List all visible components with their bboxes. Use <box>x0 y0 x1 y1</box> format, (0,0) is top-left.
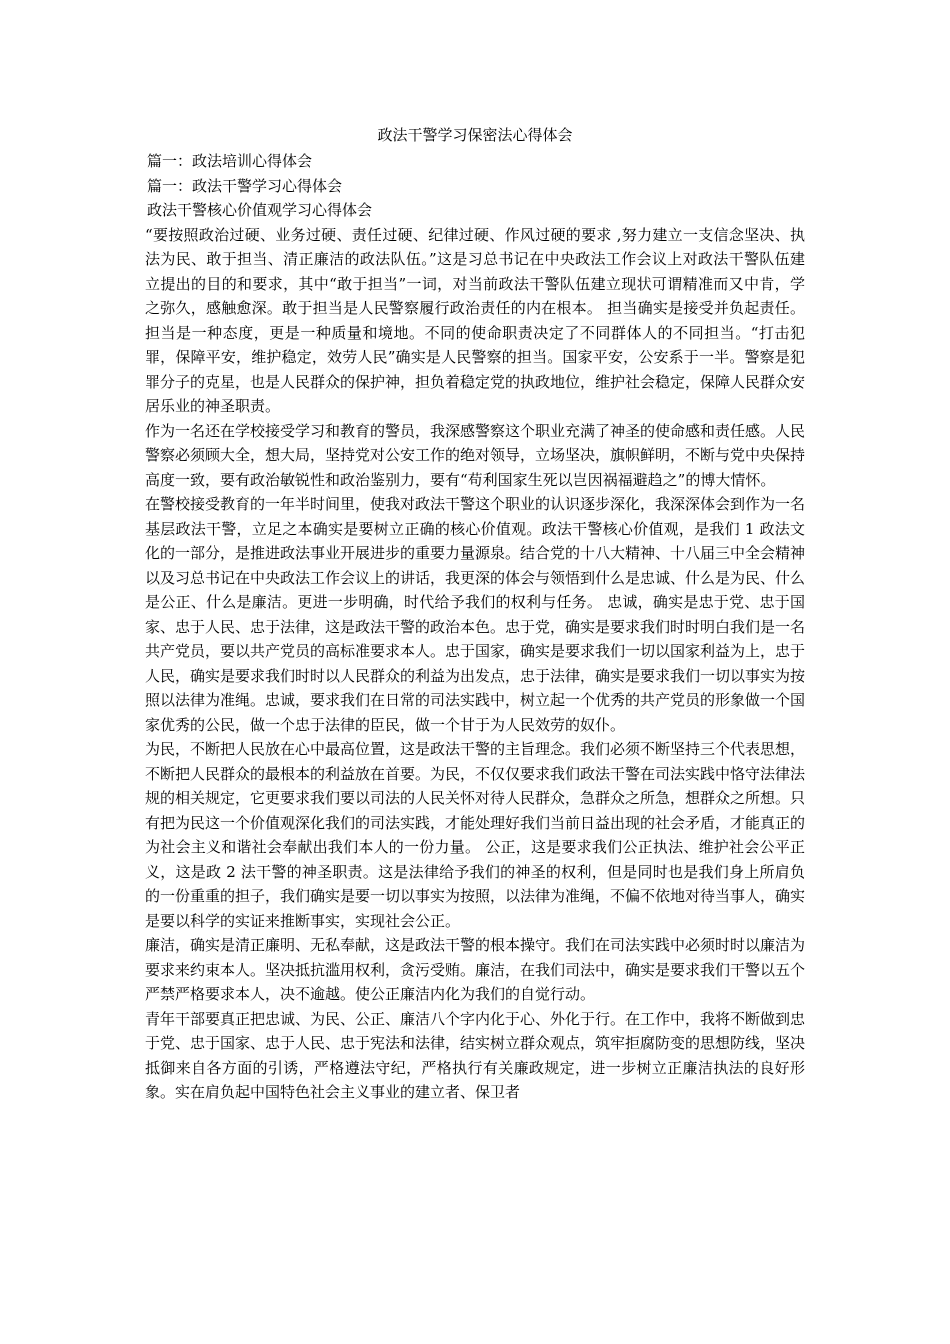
body-paragraph-6: 青年干部要真正把忠诚、为民、公正、廉洁八个字内化于心、外化于行。在工作中，我将不断做到忠于党、忠于国家、忠于人民、忠于宪法和法律，结实树立群众观点，筑牢拒腐防变的思想防线，坚决抵御来自各方面的引诱，严格遵法守纪，严格执行有关廉政规定，进一步树立正廉洁执法的良好形象。实在肩负起中国特色社会主义事业的建立者、保卫者 <box>145 1009 806 1101</box>
document-title: 政法干警学习保密法心得体会 <box>377 126 573 144</box>
body-paragraph-1: “要按照政治过硬、业务过硬、责任过硬、纪律过硬、作风过硬的要求 ,努力建立一支信念坚决、执法为民、敢于担当、清正廉洁的政法队伍。”这是习总书记在中央政法工作会议上对政法干警队伍建立提出的目的和要求，其中“敢于担当”一词，对当前政法干警队伍建立现状可谓精准而又中肯，学之弥久，感触愈深。敢于担当是人民警察履行政治责任的内在根本。 担当确实是接受并负起责任。担当是一种态度，更是一种质量和境地。不同的使命职责决定了不同群体人的不同担当。“打击犯罪，保障平安，维护稳定，效劳人民”确实是人民警察的担当。国家平安，公安系于一半。警察是犯罪分子的克星，也是人民群众的保护神，担负着稳定党的执政地位，维护社会稳定，保障人民群众安居乐业的神圣职责。 <box>145 225 806 415</box>
section-heading-2: 篇一：政法干警学习心得体会 <box>147 176 343 195</box>
body-paragraph-4: 为民，不断把人民放在心中最高位置，这是政法干警的主旨理念。我们必须不断坚持三个代表思想，不断把人民群众的最根本的利益放在首要。为民，不仅仅要求我们政法干警在司法实践中恪守法律法规的相关规定，它更要求我们要以司法的人民关怀对待人民群众，急群众之所急，想群众之所想。只有把为民这一个价值观深化我们的司法实践，才能处理好我们当前日益出现的社会矛盾，才能真正的为社会主义和谐社会奉献出我们本人的一份力量。 公正，这是要求我们公正执法、维护社会公平正义，这是政 2 法干警的神圣职责。这是法律给予我们的神圣的权利，但是同时也是我们身上所肩负的一份重重的担子，我们确实是要一切以事实为按照，以法律为准绳，不偏不依地对待当事人，确实是要以科学的实证来推断事实，实现社会公正。 <box>145 740 806 930</box>
document-page <box>145 124 805 1105</box>
section-heading-3: 政法干警核心价值观学习心得体会 <box>147 201 373 219</box>
section-heading-1: 篇一：政法培训心得体会 <box>147 152 313 170</box>
body-paragraph-2: 作为一名还在学校接受学习和教育的警员，我深感警察这个职业充满了神圣的使命感和责任感。人民警察必须顾大全，想大局，坚持党对公安工作的绝对领导，立场坚决，旗帜鲜明，不断与党中央保持高度一致，要有政治敏锐性和政治鉴别力，要有“苟利国家生死以岂因祸福避趋之”的博大情怀。 <box>145 421 806 489</box>
body-paragraph-3: 在警校接受教育的一年半时间里，使我对政法干警这个职业的认识逐步深化，我深深体会到作为一名基层政法干警，立足之本确实是要树立正确的核心价值观。政法干警核心价值观，是我们 1 政法文化的一部分，是推进政法事业开展进步的重要力量源泉。结合党的十八大精神、十八届三中全会精神以及习总书记在中央政法工作会议上的讲话，我更深的体会与领悟到什么是忠诚、什么是为民、什么是公正、什么是廉洁。更进一步明确，时代给予我们的权利与任务。 忠诚，确实是忠于党、忠于国家、忠于人民、忠于法律，这是政法干警的政治本色。忠于党，确实是要求我们时时明白我们是一名共产党员，要以共产党员的高标准要求本人。忠于国家，确实是要求我们一切以国家利益为上，忠于人民，确实是要求我们时时以人民群众的利益为出发点，忠于法律，确实是要求我们一切以事实为按照以法律为准绳。忠诚，要求我们在日常的司法实践中，树立起一个优秀的共产党员的形象做一个国家优秀的公民，做一个忠于法律的臣民，做一个甘于为人民效劳的奴仆。 <box>145 495 806 734</box>
body-paragraph-5: 廉洁，确实是清正廉明、无私奉献，这是政法干警的根本操守。我们在司法实践中必须时时以廉洁为要求来约束本人。坚决抵抗滥用权利，贪污受贿。廉洁，在我们司法中，确实是要求我们干警以五个严禁严格要求本人，决不逾越。使公正廉洁内化为我们的自觉行动。 <box>145 936 806 1003</box>
